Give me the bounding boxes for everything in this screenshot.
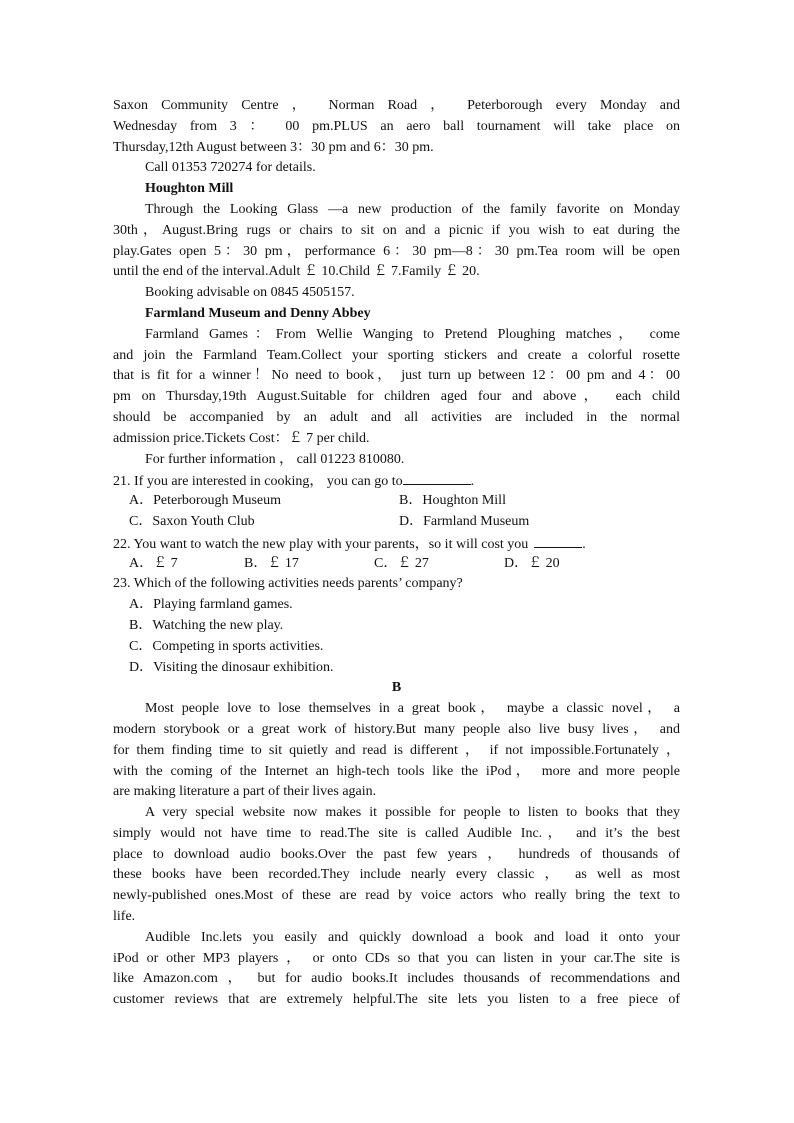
option-d: D．￡ 20 <box>504 555 560 571</box>
text-line: that is fit for a winner！No need to book， just turn up between 12：00 pm and 4：00 <box>113 368 680 384</box>
section-b-paragraph-1 <box>113 699 680 803</box>
farmland-heading: Farmland Museum and Denny Abbey <box>145 305 371 321</box>
question-stem: 21. If you are interested in cooking， you can go to <box>113 474 403 490</box>
answer-blank <box>403 470 471 485</box>
houghton-paragraph <box>113 200 680 283</box>
text-line: with the coming of the Internet an high-tech tools like the iPod， more and more people <box>113 763 680 779</box>
text-line: simply would not have time to read.The site is called Audible Inc.， and it’s the best <box>113 825 680 841</box>
text-line: iPod or other MP3 players ， or onto CDs so that you can listen in your car.The site is <box>113 950 680 966</box>
question-22 <box>113 533 680 575</box>
text-line: Audible Inc.lets you easily and quickly download a book and load it onto your <box>145 929 680 945</box>
question-end: . <box>470 474 475 490</box>
option-c: C．Competing in sports activities. <box>129 638 324 654</box>
houghton-mill-heading: Houghton Mill <box>145 181 234 197</box>
text-line: and join the Farmland Team.Collect your sporting stickers and create a colorful rosette <box>113 347 680 363</box>
section-b-paragraph-3 <box>113 928 680 1011</box>
farmland-info-line: For further information ， call 01223 810080. <box>145 451 405 467</box>
option-a: A．￡ 7 <box>129 555 178 571</box>
option-a: A．Playing farmland games. <box>129 597 293 613</box>
option-d: D．Visiting the dinosaur exhibition. <box>129 659 334 675</box>
text-line: Wednesday from 3 ： 00 pm.PLUS an aero ball tournament will take place on <box>113 118 680 134</box>
text-line: modern storybook or a great work of history.But many people also live busy lives， and <box>113 721 680 737</box>
text-line: are making literature a part of their lives again. <box>113 784 377 800</box>
text-line: should be accompanied by an adult and all activities are included in the normal <box>113 409 680 425</box>
question-stem: 22. You want to watch the new play with your parents，so it will cost you <box>113 536 529 552</box>
text-line: like Amazon.com ， but for audio books.It includes thousands of recommendations and <box>113 971 680 987</box>
question-23 <box>113 574 680 678</box>
question-end: . <box>582 536 586 552</box>
text-line: Thursday,12th August between 3：30 pm and 6：30 pm. <box>113 139 434 155</box>
option-a: A．Peterborough Museum <box>129 493 282 509</box>
question-stem: 23. Which of the following activities needs parents’ company? <box>113 576 463 592</box>
text-line: 30th，August.Bring rugs or chairs to sit on and a picnic if you wish to eat during the <box>113 222 680 238</box>
answer-blank <box>534 533 582 548</box>
section-b-paragraph-2 <box>113 803 680 928</box>
saxon-call-line: Call 01353 720274 for details. <box>145 160 316 176</box>
text-line: these books have been recorded.They include nearly every classic ， as well as most <box>113 867 680 883</box>
text-line: until the end of the interval.Adult ￡ 10.Child ￡ 7.Family ￡ 20. <box>113 264 480 280</box>
text-line: play.Gates open 5：30 pm，performance 6：30 pm—8：30 pm.Tea room will be open <box>113 243 680 259</box>
houghton-booking-line: Booking advisable on 0845 4505157. <box>145 285 355 301</box>
question-21 <box>113 470 680 532</box>
text-line: life. <box>113 909 136 925</box>
text-line: admission price.Tickets Cost：￡ 7 per child. <box>113 430 370 446</box>
text-line: A very special website now makes it possible for people to listen to books that they <box>145 805 680 821</box>
document-page <box>113 96 680 1011</box>
option-b: B．￡ 17 <box>244 555 299 571</box>
text-line: Most people love to lose themselves in a great book， maybe a classic novel， a <box>145 701 680 717</box>
text-line: Farmland Games：From Wellie Wanging to Pretend Ploughing matches， come <box>145 326 680 342</box>
saxon-paragraph <box>113 96 680 158</box>
text-line: for them finding time to sit quietly and read is different ， if not impossible.Fortunately ， <box>113 742 680 758</box>
text-line: place to download audio books.Over the past few years ， hundreds of thousands of <box>113 846 680 862</box>
option-b: B．Watching the new play. <box>129 617 284 633</box>
text-line: pm on Thursday,19th August.Suitable for children aged four and above， each child <box>113 389 680 405</box>
text-line: Saxon Community Centre ， Norman Road ， Peterborough every Monday and <box>113 98 680 113</box>
option-b: B．Houghton Mill <box>399 493 506 509</box>
option-c: C．Saxon Youth Club <box>129 513 255 529</box>
farmland-paragraph <box>113 325 680 450</box>
text-line: customer reviews that are extremely helpful.The site lets you listen to a free piece of <box>113 992 680 1008</box>
text-line: Through the Looking Glass —a new production of the family favorite on Monday <box>145 201 680 217</box>
option-c: C．￡ 27 <box>374 555 429 571</box>
text-line: newly-published ones.Most of these are read by voice actors who really bring the text to <box>113 888 680 904</box>
option-d: D．Farmland Museum <box>399 513 530 529</box>
section-b-title: B <box>391 680 402 696</box>
